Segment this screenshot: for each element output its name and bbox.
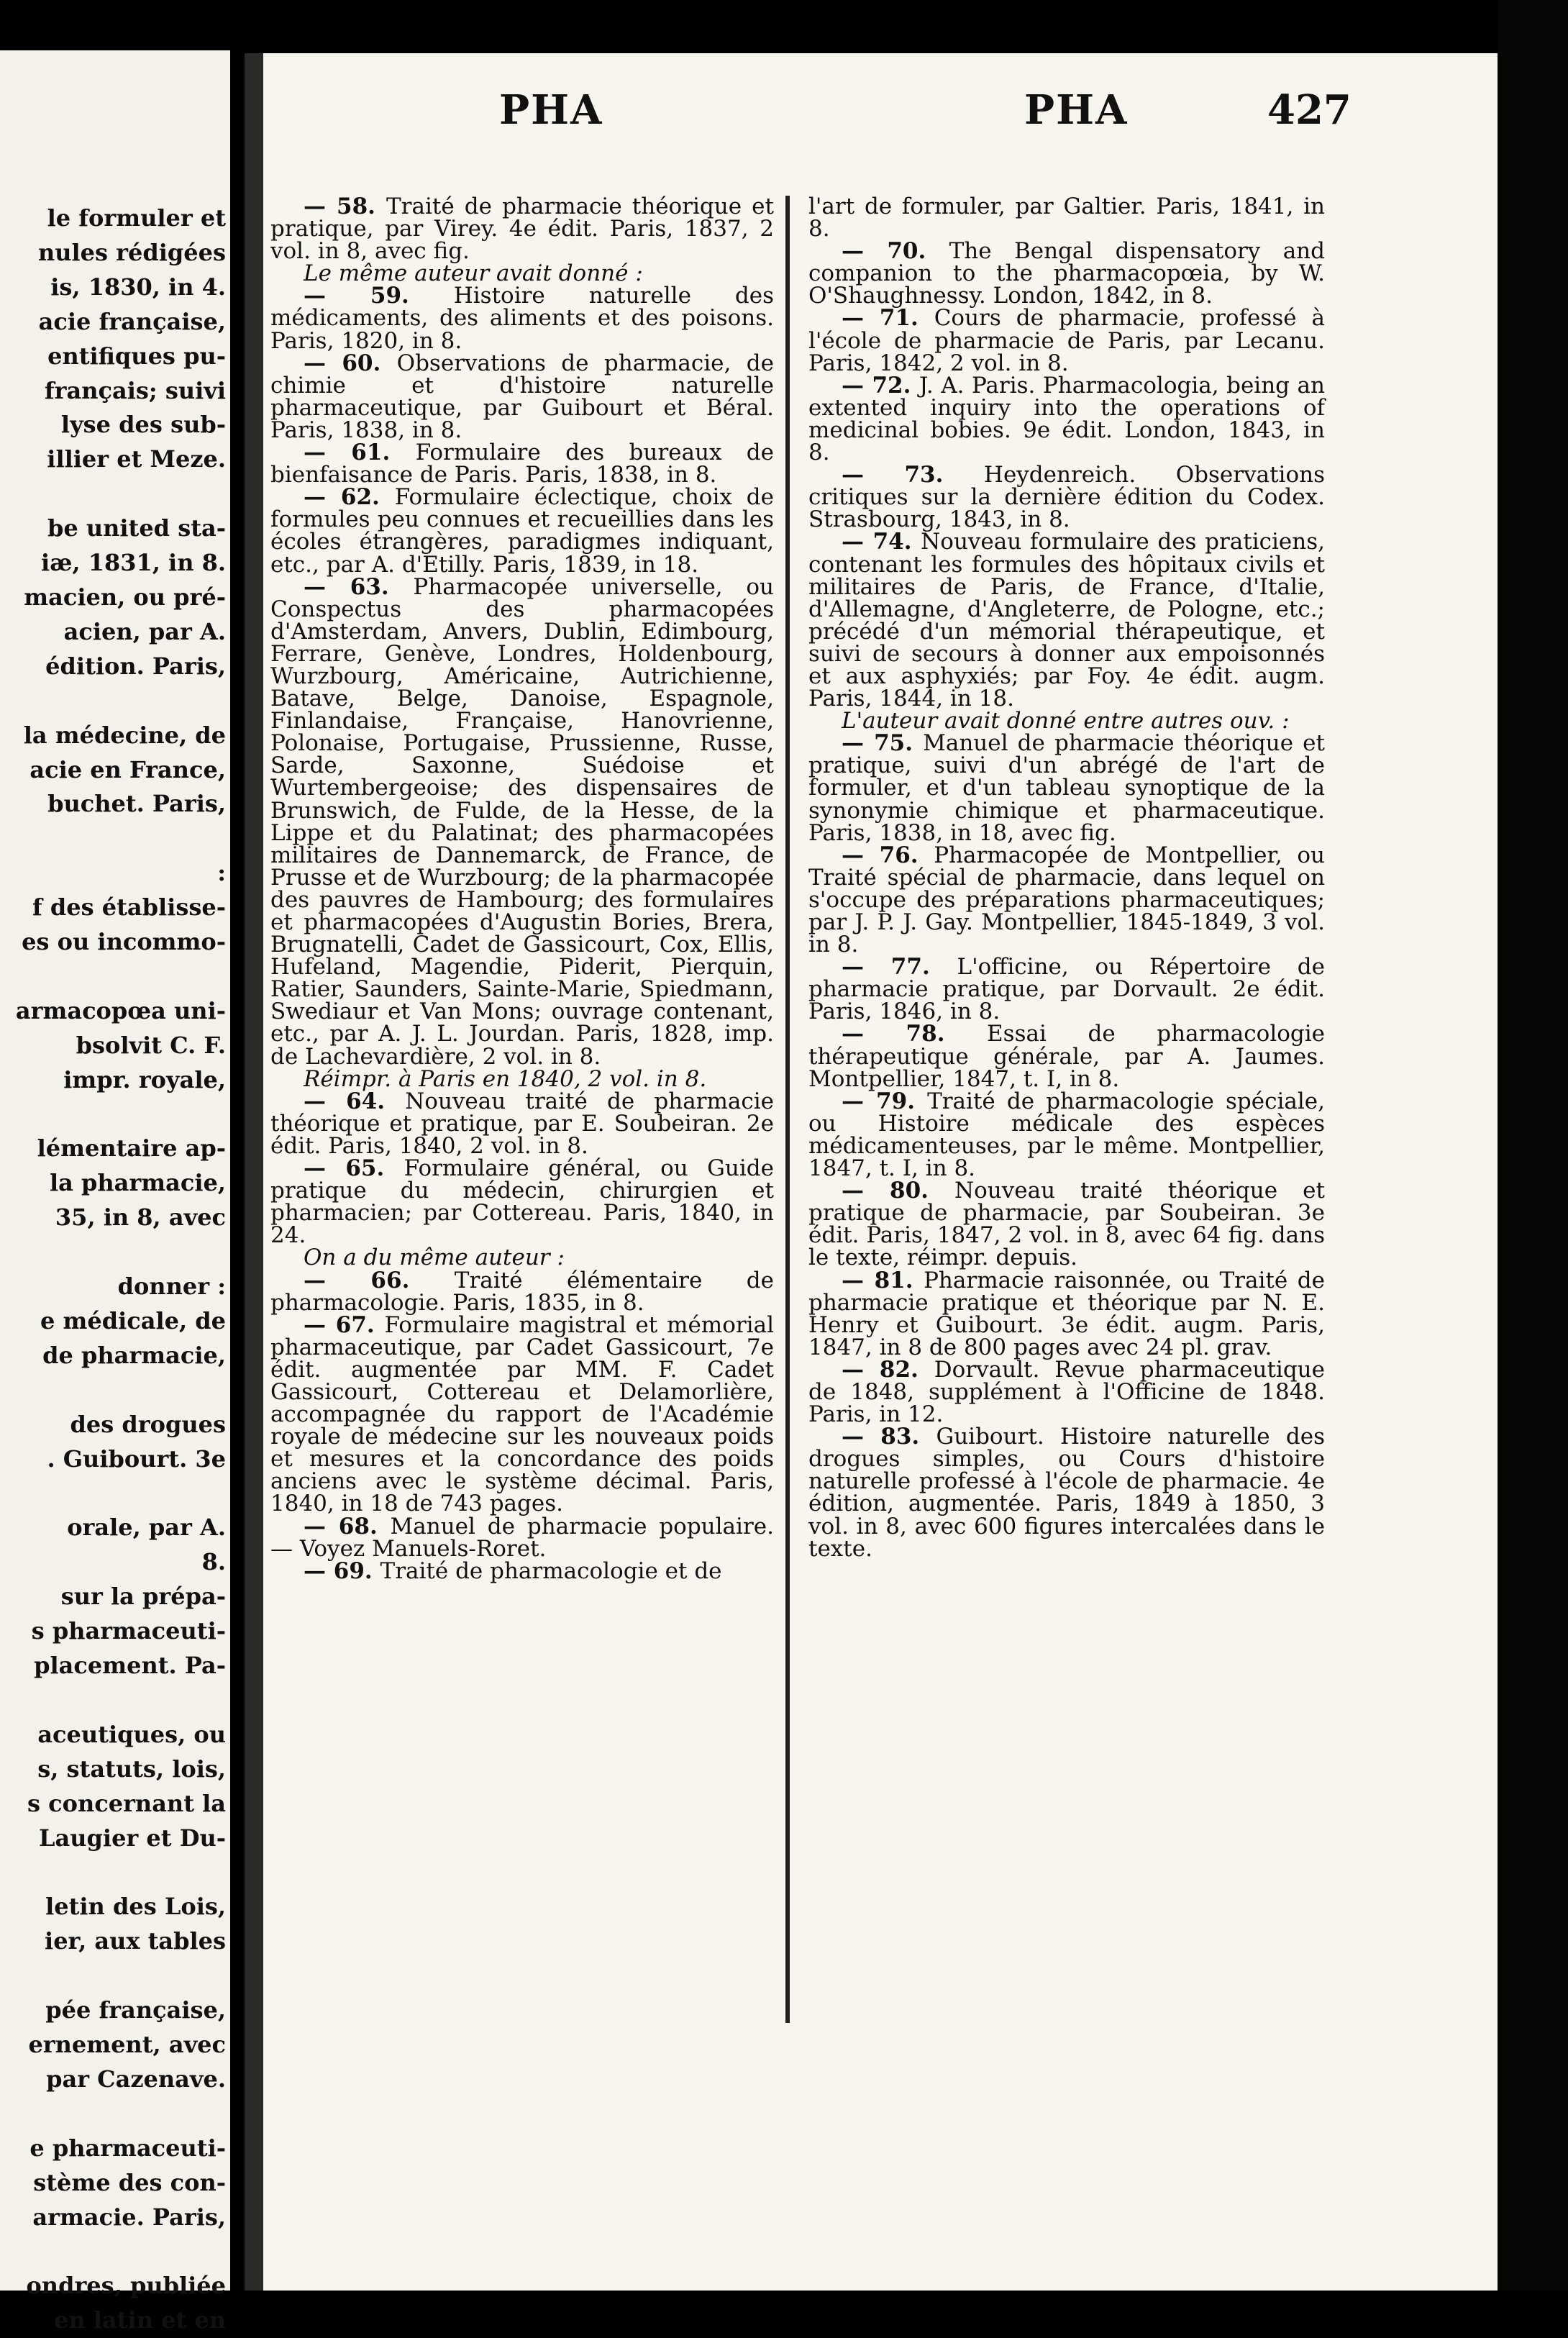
fragment-line: stème des con- xyxy=(33,2168,226,2196)
fragment-line xyxy=(0,1098,230,1132)
bibliography-entry xyxy=(270,1513,774,1562)
fragment-line xyxy=(0,477,230,511)
entry-number: — 73. xyxy=(842,462,984,488)
entry-text: Pharmacopée de Montpellier, ou Traité spécial de pharmacie, dans lequel on s'occupe des préparations pharmaceutiques; par J. P. J. Gay. Montpellier, 1845-1849, 3 vol. in 8. xyxy=(808,842,1325,958)
bibliography-entry xyxy=(270,442,774,486)
bibliography-entry xyxy=(808,1088,1325,1182)
bibliography-entry xyxy=(270,1088,774,1159)
fragment-line: armacopœa uni- xyxy=(15,996,226,1024)
bibliography-entry xyxy=(270,1557,774,1584)
right-column xyxy=(808,196,1325,1560)
section-note: Réimpr. à Paris en 1840, 2 vol. in 8. xyxy=(304,1065,707,1092)
fragment-line: orale, par A. xyxy=(67,1514,226,1542)
fragment-line: iæ, 1831, in 8. xyxy=(41,549,226,577)
entry-number: — 63. xyxy=(304,573,414,600)
fragment-line: de pharmacie, xyxy=(42,1341,226,1369)
fragment-line: en latin et en xyxy=(54,2306,226,2334)
bibliography-entry xyxy=(808,1426,1325,1560)
entry-text: Histoire naturelle des médicaments, des aliments et des poisons. Paris, 1820, in 8. xyxy=(270,283,774,354)
fragment-line: 35, in 8, avec xyxy=(55,1204,226,1232)
bibliography-entry xyxy=(808,1267,1325,1360)
fragment-line: la médecine, de xyxy=(23,721,226,749)
fragment-line: entifiques pu- xyxy=(47,342,226,370)
entry-number: — 68. xyxy=(304,1513,391,1539)
bibliography-entry xyxy=(808,372,1325,466)
fragment-line xyxy=(0,1477,230,1511)
fragment-line: pée française, xyxy=(45,1996,226,2024)
fragment-line: es ou incommo- xyxy=(22,928,226,956)
fragment-line: acie française, xyxy=(38,307,226,335)
entry-text: Pharmacie raisonnée, ou Traité de pharmacie pratique et théorique par N. E. Henry et Guibourt. 3e édit. augm. Paris, 1847, in 8 de 800 pages avec 24 pl. grav. xyxy=(808,1267,1325,1360)
entry-number: — 58. xyxy=(304,194,386,219)
bibliography-entry xyxy=(270,1267,774,1316)
entry-number: — 80. xyxy=(842,1178,955,1204)
fragment-line: s, statuts, lois, xyxy=(37,1755,226,1783)
entry-text: The Bengal dispensatory and companion to the pharmacopœia, by W. O'Shaughnessy. London, 1842, in 8. xyxy=(808,238,1325,309)
fragment-line: le formuler et xyxy=(47,204,226,232)
entry-text: Formulaire des bureaux de bienfaisance de Paris. Paris, 1838, in 8. xyxy=(270,440,774,488)
bibliography-entry xyxy=(808,307,1325,374)
fragment-line: bsolvit C. F. xyxy=(76,1031,226,1059)
bibliography-entry xyxy=(808,1180,1325,1269)
entry-number: — 82. xyxy=(842,1356,934,1383)
fragment-line: ernement, avec xyxy=(28,2031,226,2059)
fragment-line: français; suivi xyxy=(44,376,226,404)
fragment-line: be united sta- xyxy=(47,514,226,542)
bibliography-entry xyxy=(808,1356,1325,1428)
entry-text: Observations de pharmacie, de chimie et d'histoire naturelle pharmaceutique, par Guibourt et Béral. Paris, 1838, in 8. xyxy=(270,350,774,443)
fragment-line xyxy=(0,684,230,719)
page-edge-shadow xyxy=(1498,0,1568,2291)
section-note: L'auteur avait donné entre autres ouv. : xyxy=(842,708,1290,734)
page-number: 427 xyxy=(1267,86,1352,134)
fragment-line: e médicale, de xyxy=(40,1307,226,1334)
bibliography-entry xyxy=(808,956,1325,1023)
entry-text: Manuel de pharmacie théorique et pratique, suivi d'un abrégé de l'art de formuler, et d'un tableau synoptique de la synonymie chimique et pharmaceutique. Paris, 1838, in 18, avec fig. xyxy=(808,730,1325,846)
entry-number: — 83. xyxy=(842,1424,936,1450)
entry-text: Formulaire éclectique, choix de formules peu connues et recueillies dans les écoles étrangères, paradigmes indiquant, etc., par A. d'Etilly. Paris, 1839, in 18. xyxy=(270,484,774,578)
entry-number: — 70. xyxy=(842,238,949,265)
entry-number: — 79. xyxy=(842,1088,928,1114)
bibliography-entry xyxy=(270,285,774,352)
bibliography-entry xyxy=(808,464,1325,531)
fragment-line: Laugier et Du- xyxy=(39,1824,226,1852)
entry-number: — 65. xyxy=(304,1155,404,1182)
entry-text: Traité de pharmacologie spéciale, ou Histoire médicale des espèces médicamenteuses, par le même. Montpellier, 1847, t. I, in 8. xyxy=(808,1088,1325,1182)
entry-number: — 72. xyxy=(842,372,919,399)
fragment-line xyxy=(0,1856,230,1891)
fragment-line: acie en France, xyxy=(29,755,226,783)
fragment-line: impr. royale, xyxy=(63,1065,226,1093)
fragment-line: f des établisse- xyxy=(32,893,226,922)
entry-text: Nouveau formulaire des praticiens, contenant les formules des hôpitaux civils et militaires de Paris, de France, d'Italie, d'Allemagne, d'Angleterre, de Pologne, etc.; précédé d'un mémorial thérapeutique, et suivi de secours à donner aux empoisonnés et aux asphyxiés; par Foy. 4e édit. augm. Paris, 1844, in 18. xyxy=(808,529,1325,712)
entry-text: Essai de pharmacologie thérapeutique générale, par A. Jaumes. Montpellier, 1847, t. I, in 8. xyxy=(808,1021,1325,1092)
entry-text: Traité de pharmacologie et de xyxy=(380,1557,722,1584)
running-head-left: PHA xyxy=(499,86,603,134)
fragment-line: illier et Meze. xyxy=(47,445,226,473)
fragment-line: aceutiques, ou xyxy=(37,1720,226,1748)
fragment-line: ier, aux tables xyxy=(45,1927,226,1955)
entry-text: Heydenreich. Observations critiques sur la dernière édition du Codex. Strasbourg, 1843, in 8. xyxy=(808,462,1325,533)
entry-number: — 66. xyxy=(304,1267,455,1293)
fragment-line xyxy=(0,2234,230,2269)
fragment-line: : xyxy=(217,859,226,887)
fragment-line: la pharmacie, xyxy=(50,1169,226,1197)
entry-number: — 60. xyxy=(304,350,397,376)
fragment-line xyxy=(0,1373,230,1408)
fragment-line xyxy=(0,1683,230,1718)
fragment-line: letin des Lois, xyxy=(45,1893,226,1921)
entry-number: — 77. xyxy=(842,954,957,981)
book-gutter xyxy=(245,53,263,2291)
entry-text: Traité de pharmacie théorique et pratique, par Virey. 4e édit. Paris, 1837, 2 vol. in 8, avec fig. xyxy=(270,194,774,265)
fragment-line: nules rédigées xyxy=(37,238,226,266)
fragment-line: buchet. Paris, xyxy=(47,790,226,818)
fragment-line: par Cazenave. xyxy=(46,2065,226,2093)
fragment-line: donner : xyxy=(117,1273,226,1301)
column-rule xyxy=(785,196,790,2023)
entry-number: — 74. xyxy=(842,529,921,555)
fragment-line: s pharmaceuti- xyxy=(31,1617,226,1645)
entry-continuation: l'art de formuler, par Galtier. Paris, 1841, in 8. xyxy=(808,194,1325,242)
entry-number: — 62. xyxy=(304,484,395,511)
entry-text: Cours de pharmacie, professé à l'école de pharmacie de Paris, par Lecanu. Paris, 1842, 2 vol. in 8. xyxy=(808,305,1325,376)
fragment-line: s concernant la xyxy=(27,1789,226,1817)
entry-number: — 78. xyxy=(842,1021,988,1047)
section-note: Le même auteur avait donné : xyxy=(304,260,643,287)
left-column xyxy=(270,196,774,1583)
entry-text: Nouveau traité de pharmacie théorique et pratique, par E. Soubeiran. 2e édit. Paris, 1840, 2 vol. in 8. xyxy=(270,1088,774,1159)
fragment-line: e pharmaceuti- xyxy=(29,2134,226,2162)
entry-text: Nouveau traité théorique et pratique de pharmacie, par Soubeiran. 3e édit. Paris, 1847, 2 vol. in 8, avec 64 fig. dans le texte, réimpr. depuis. xyxy=(808,1178,1325,1271)
bibliography-entry xyxy=(270,573,774,1070)
fragment-line: armacie. Paris, xyxy=(32,2203,226,2231)
fragment-line xyxy=(0,2097,230,2132)
fragment-line xyxy=(0,822,230,856)
entry-number: — 59. xyxy=(304,283,454,309)
entry-number: — 81. xyxy=(842,1267,924,1293)
fragment-line xyxy=(0,960,230,994)
fragment-line xyxy=(0,1235,230,1270)
fragment-line: 8. xyxy=(201,1548,226,1576)
fragment-line: des drogues xyxy=(70,1410,226,1438)
fragment-line: is, 1830, in 4. xyxy=(50,273,226,301)
entry-number: — 69. xyxy=(304,1557,380,1584)
bibliography-entry xyxy=(808,732,1325,844)
bibliography-entry xyxy=(270,1157,774,1247)
bibliography-entry xyxy=(270,1311,774,1517)
fragment-line: édition. Paris, xyxy=(45,652,226,680)
bibliography-entry xyxy=(808,531,1325,710)
entry-text: L'officine, ou Répertoire de pharmacie pratique, par Dorvault. 2e édit. Paris, 1846, in 8. xyxy=(808,954,1325,1025)
fragment-line: sur la prépa- xyxy=(60,1583,226,1611)
entry-number: — 76. xyxy=(842,842,934,868)
entry-text: Traité élémentaire de pharmacologie. Paris, 1835, in 8. xyxy=(270,1267,774,1316)
fragment-line: ondres, publiée xyxy=(26,2272,226,2300)
fragment-line xyxy=(0,1959,230,1993)
bibliography-entry xyxy=(270,196,774,263)
entry-number: — 61. xyxy=(304,440,416,466)
entry-number: — 67. xyxy=(304,1311,385,1338)
fragment-line: acien, par A. xyxy=(63,617,226,645)
entry-text: Formulaire général, ou Guide pratique du médecin, chirurgien et pharmacien; par Cottereau. Paris, 1840, in 24. xyxy=(270,1155,774,1249)
bibliography-entry xyxy=(808,240,1325,307)
entry-text: J. A. Paris. Pharmacologia, being an extented inquiry into the operations of medicinal bobies. 9e édit. London, 1843, in 8. xyxy=(808,372,1325,466)
previous-page-fragment xyxy=(0,50,230,2334)
bibliography-entry xyxy=(808,1023,1325,1090)
entry-number: — 71. xyxy=(842,305,934,332)
fragment-line: lémentaire ap- xyxy=(37,1134,226,1163)
previous-page-text xyxy=(0,201,230,2338)
running-head-right: PHA xyxy=(1024,86,1129,134)
entry-text: Pharmacopée universelle, ou Conspectus des pharmacopées d'Amsterdam, Anvers, Dublin, Edimbourg, Ferrare, Genève, Londres, Holdenbourg, Wurzbourg, Américaine, Autrichienne, Batave, Belge, Danoise, Espagnole, Finlandaise, Française, Hanovrienne, Polonaise, Portugaise, Prussienne, Russe, Sarde, Saxonne, Suédoise et Wurtembergeoise; des dispensaires de Brunswich, de Fulde, de la Hesse, de la Lippe et du Palatinat; des pharmacopées militaires de Dannemarck, de France, de Prusse et de Wurzbourg; de la pharmacopée des pauvres de Hambourg; des formulaires et pharmacopées d'Augustin Bories, Brera, Brugnatelli, Cadet de Gassicourt, Cox, Ellis, Hufeland, Magendie, Piderit, Pierquin, Ratier, Saunders, Sainte-Marie, Spiedmann, Swediaur et Van Mons; ouvrage contenant, etc., par A. J. L. Jourdan. Paris, 1828, imp. de Lachevardière, 2 vol. in 8. xyxy=(270,573,774,1070)
entry-text: Manuel de pharmacie populaire. — Voyez Manuels-Roret. xyxy=(270,1513,774,1562)
entry-text: Guibourt. Histoire naturelle des drogues simples, ou Cours d'histoire naturelle professé à l'école de pharmacie. 4e édition, augmentée. Paris, 1849 à 1850, 3 vol. in 8, avec 600 figures intercalées dans le texte. xyxy=(808,1424,1325,1562)
bibliography-entry xyxy=(270,486,774,576)
bibliography-entry xyxy=(808,842,1325,958)
section-note: On a du même auteur : xyxy=(304,1245,565,1271)
entry-text: Formulaire magistral et mémorial pharmaceutique, par Cadet Gassicourt, 7e édit. augmentée par MM. F. Cadet Gassicourt, Cottereau et Delamorlière, accompagnée du rapport de l'Académie royale de médecine sur les nouveaux poids et mesures et la concordance des poids anciens avec le système décimal. Paris, 1840, in 18 de 743 pages. xyxy=(270,1311,774,1517)
fragment-line: . Guibourt. 3e xyxy=(47,1445,226,1473)
fragment-line: macien, ou pré- xyxy=(24,583,226,611)
entry-text: Dorvault. Revue pharmaceutique de 1848, supplément à l'Officine de 1848. Paris, in 12. xyxy=(808,1356,1325,1428)
fragment-line: placement. Pa- xyxy=(34,1652,226,1680)
fragment-line: lyse des sub- xyxy=(60,411,226,439)
bibliography-entry xyxy=(270,352,774,442)
entry-number: — 75. xyxy=(842,730,924,757)
entry-number: — 64. xyxy=(304,1088,406,1114)
